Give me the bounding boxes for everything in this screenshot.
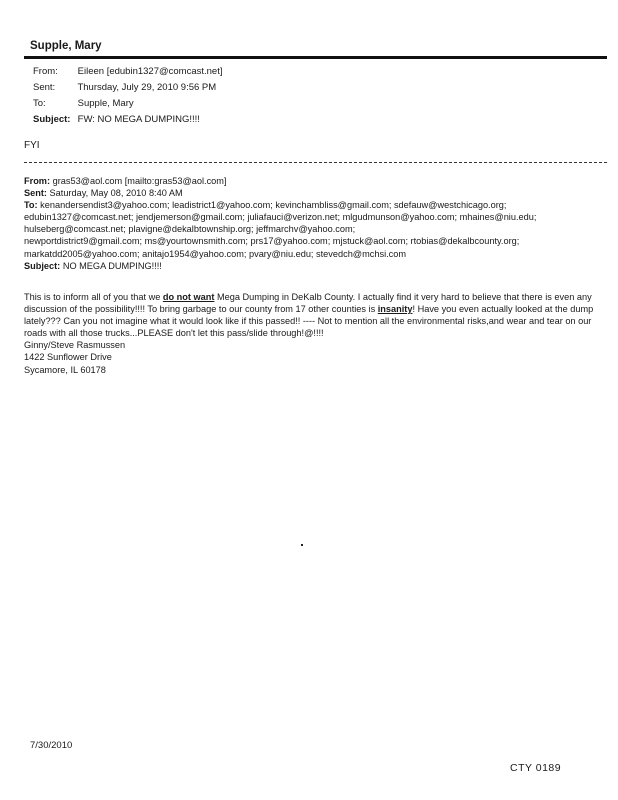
message-paragraph: This is to inform all of you that we do not want Mega Dumping in DeKalb County. I actually find it very hard to believe that there is even any discussion of the possibility!!!! To bring garbage to our county from 17 other counties is insanity! Have you even actually looked at the dump lately??? Can you not imagine what it would look like if this passed!! ---- Not to mention all the environmental risks,and wear and tear on our roads with all those trucks...PLEASE don't let this pass/slide through!@!!!! — [24, 292, 594, 339]
signature-address: 1422 Sunflower Drive — [24, 352, 112, 363]
signature-name: Ginny/Steve Rasmussen — [24, 340, 126, 351]
scan-speck — [301, 544, 303, 546]
sent-label: Sent: — [33, 82, 56, 93]
to-row — [33, 98, 134, 109]
fyi-note: FYI — [24, 140, 40, 151]
recipients-line: hulseberg@comcast.net; plavigne@dekalbtownship.org; jeffmarchv@yahoo.com; — [24, 224, 356, 235]
orig-sent-value: Saturday, May 08, 2010 8:40 AM — [49, 188, 183, 199]
separator-rule — [24, 162, 607, 163]
recipients-line: kenandersendist3@yahoo.com; leadistrict1@yahoo.com; kevinchambliss@gmail.com; sdefauw@westchicago.org; — [40, 200, 507, 211]
recipients-line: edubin1327@comcast.net; jendjemerson@gmail.com; juliafauci@verizon.net; mlgudmunson@yahoo.com; mhaines@niu.edu; — [24, 212, 537, 223]
subject-value: FW: NO MEGA DUMPING!!!! — [77, 114, 200, 125]
orig-to-row: To: kenandersendist3@yahoo.com; leadistrict1@yahoo.com; kevinchambliss@gmail.com; sdefauw@westchicago.org; — [24, 200, 507, 211]
subject-label: Subject: — [33, 114, 71, 125]
bates-number: CTY 0189 — [510, 762, 562, 774]
signature-city: Sycamore, IL 60178 — [24, 364, 106, 375]
subject-row — [33, 114, 200, 125]
orig-from-value: gras53@aol.com [mailto:gras53@aol.com] — [52, 176, 227, 186]
orig-subject-value: NO MEGA DUMPING!!!! — [62, 260, 162, 271]
orig-from-row: From: gras53@aol.com [mailto:gras53@aol.com] — [24, 176, 227, 186]
sent-value: Thursday, July 29, 2010 9:56 PM — [77, 82, 217, 93]
forwarded-header — [24, 175, 609, 272]
from-value: Eileen [edubin1327@comcast.net] — [77, 66, 223, 77]
from-label: From: — [33, 66, 58, 77]
message-body — [24, 291, 609, 376]
from-row — [33, 66, 223, 77]
to-label: To: — [33, 98, 46, 109]
to-value: Supple, Mary — [77, 98, 134, 109]
print-date: 7/30/2010 — [30, 740, 73, 751]
emphasis-insanity: insanity — [377, 304, 413, 315]
emphasis-do-not-want: do not want — [162, 292, 215, 302]
sender-name: Supple, Mary — [30, 40, 102, 52]
recipients-line: newportdistrict9@gmail.com; ms@yourtownsmith.com; prs17@yahoo.com; mjstuck@aol.com; rtobias@dekalbcounty.org; — [24, 236, 520, 247]
recipients-line: markatdd2005@yahoo.com; anitajo1954@yahoo.com; pvary@niu.edu; stevedch@mchsi.com — [24, 248, 407, 259]
orig-sent-row: Sent: Saturday, May 08, 2010 8:40 AM — [24, 188, 183, 199]
orig-subject-row: Subject: NO MEGA DUMPING!!!! — [24, 260, 162, 271]
sent-row — [33, 82, 216, 93]
header-rule — [24, 56, 607, 59]
